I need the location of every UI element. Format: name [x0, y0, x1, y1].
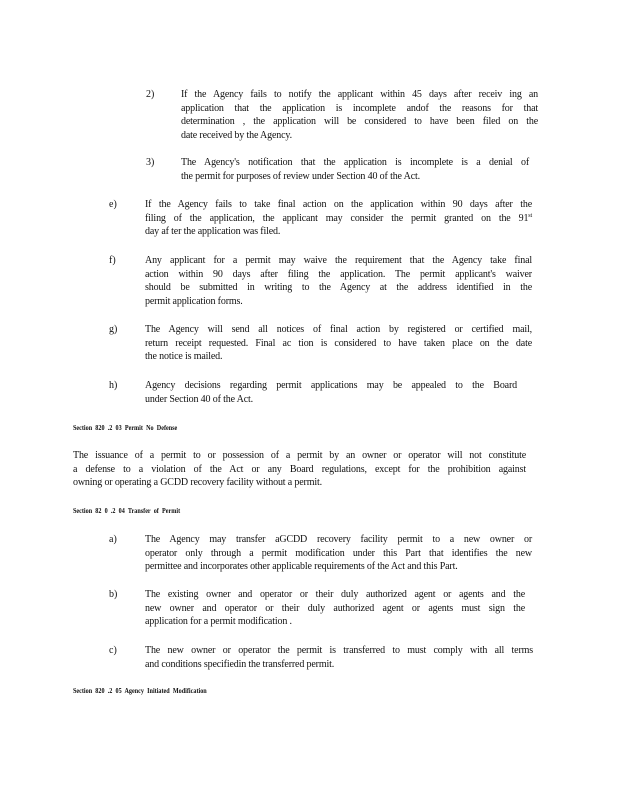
text-line: The Agency may transfer aGCDD recovery facility permit to a new owner or	[145, 534, 532, 545]
item-label-b: b)	[109, 589, 118, 600]
text-line: the permit for purposes of review under Section 40 of the Act.	[181, 170, 420, 182]
paragraph-item-2	[181, 88, 538, 142]
text-line: under Section 40 of the Act.	[145, 393, 253, 405]
item-label-e: e)	[109, 199, 117, 210]
text-line: permit application forms.	[145, 295, 243, 307]
text-line: application for a permit modification .	[145, 616, 292, 627]
text-line: date received by the Agency.	[181, 129, 292, 141]
text-line: new owner and operator or their duly authorized agent or agents must sign the	[145, 602, 525, 614]
text-line: return receipt requested. Final ac tion is considered to have taken place on the date	[145, 337, 532, 349]
text-line: Any applicant for a permit may waive the requirement that the Agency take final	[145, 255, 532, 266]
text-line-main: filing of the application, the applicant may consider the permit granted on the 91	[145, 212, 529, 224]
text-line: should be submitted in writing to the Agency at the address identified in the	[145, 282, 532, 293]
text-line: The Agency's notification that the application is incomplete is a denial of	[181, 157, 529, 168]
text-line: owning or operating a GCDD recovery facility without a permit.	[73, 477, 322, 488]
text-line: Agency decisions regarding permit applications may be appealed to the Board	[145, 380, 517, 391]
ordinal-superscript: st	[528, 212, 532, 219]
text-line: The issuance of a permit to or possession of a permit by an owner or operator will not constitute	[73, 450, 526, 461]
text-line: a defense to a violation of the Act or any Board regulations, except for the prohibition against	[73, 463, 526, 475]
item-label-h: h)	[109, 380, 118, 391]
item-label-f: f)	[109, 255, 116, 266]
paragraph-permit-no-defense	[73, 449, 526, 490]
section-heading-820-205: Section 820 .2 05 Agency Initiated Modification	[73, 686, 207, 695]
text-line: The Agency will send all notices of final action by registered or certified mail,	[145, 324, 532, 335]
section-heading-820-203: Section 820 .2 03 Permit No Defense	[73, 423, 178, 432]
text-line: permittee and incorporates other applicable requirements of the Act and this Part.	[145, 561, 458, 572]
paragraph-transfer-b	[145, 588, 525, 629]
text-line: If the Agency fails to take final action on the application within 90 days after the	[145, 199, 532, 210]
item-label-a: a)	[109, 534, 117, 545]
text-line: If the Agency fails to notify the applicant within 45 days after receiv ing an	[181, 89, 538, 100]
text-line: operator only through a permit modification under this Part that identifies the new	[145, 547, 532, 559]
paragraph-transfer-a	[145, 533, 532, 574]
text-line	[145, 212, 532, 226]
item-label-3: 3)	[146, 157, 155, 168]
paragraph-item-g	[145, 323, 532, 364]
paragraph-item-3	[181, 156, 529, 183]
paragraph-item-e	[145, 198, 532, 239]
text-line: day af ter the application was filed.	[145, 226, 281, 237]
paragraph-item-h	[145, 379, 517, 406]
item-label-2: 2)	[146, 89, 155, 100]
paragraph-item-f	[145, 254, 532, 308]
text-line: action within 90 days after filing the application. The permit applicant's waiver	[145, 268, 532, 280]
text-line: the notice is mailed.	[145, 351, 223, 362]
item-label-g: g)	[109, 324, 118, 335]
text-line: application that the application is incomplete andof the reasons for that	[181, 102, 538, 114]
section-heading-820-204: Section 82 0 .2 04 Transfer of Permit	[73, 506, 181, 515]
text-line: determination , the application will be considered to have been filed on the	[181, 116, 538, 127]
text-line: The existing owner and operator or their duly authorized agent or agents and the	[145, 589, 525, 600]
paragraph-transfer-c	[145, 644, 533, 671]
text-line: The new owner or operator the permit is transferred to must comply with all terms	[145, 645, 533, 656]
text-line: and conditions specifiedin the transferred permit.	[145, 658, 335, 670]
item-label-c: c)	[109, 645, 117, 656]
